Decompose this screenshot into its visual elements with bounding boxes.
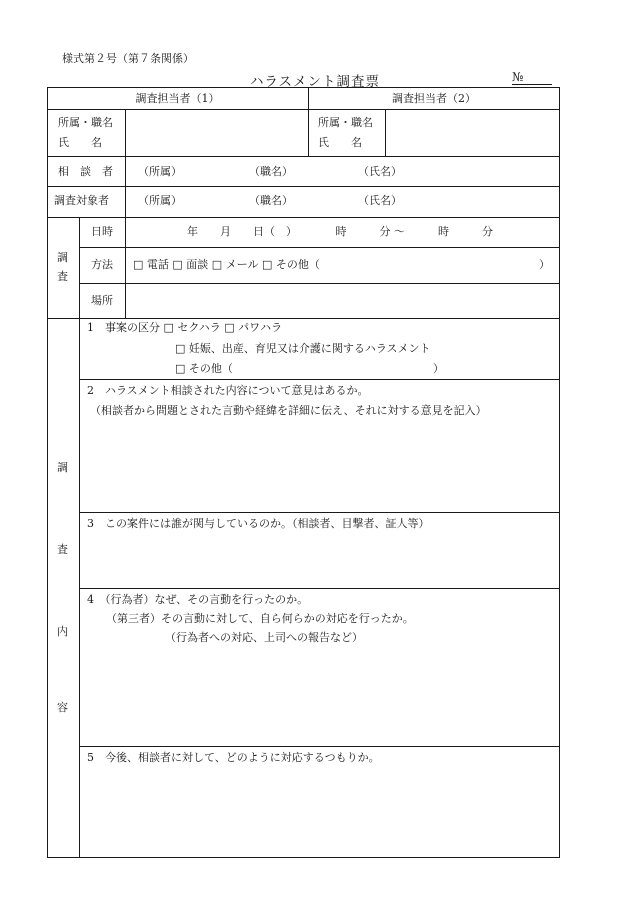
q2-answer-area[interactable] bbox=[81, 422, 558, 510]
q5-answer-area[interactable] bbox=[81, 769, 558, 855]
investigator-1-header: 調査担当者（1） bbox=[135, 92, 220, 105]
form-number: 様式第２号（第７条関係） bbox=[62, 52, 194, 65]
content-vertical-label-3: 内 bbox=[57, 625, 68, 638]
q3-question: 3 この案件には誰が関与しているのか。（相談者、目撃者、証人等） bbox=[87, 517, 430, 530]
consultant-name[interactable]: （氏名） bbox=[358, 165, 402, 178]
place-label: 場所 bbox=[91, 294, 113, 307]
investigator-2-name-label: 氏 名 bbox=[318, 136, 362, 149]
q3-answer-area[interactable] bbox=[81, 535, 558, 585]
datetime-value[interactable]: 年 月 日（ ） 時 分 〜 時 分 bbox=[187, 225, 493, 238]
survey-vertical-label-2: 査 bbox=[57, 270, 68, 283]
q1-other-option[interactable]: □ その他（ bbox=[175, 362, 233, 375]
q4-third-party-question: （第三者）その言動に対して、自ら何らかの対応を行ったか。 bbox=[106, 612, 414, 625]
subject-affiliation[interactable]: （所属） bbox=[138, 194, 182, 207]
investigator-1-name-label: 氏 名 bbox=[58, 136, 102, 149]
datetime-label: 日時 bbox=[91, 225, 113, 238]
subject-label: 調査対象者 bbox=[54, 194, 109, 207]
method-close-paren: ） bbox=[539, 258, 550, 271]
q4-answer-area[interactable] bbox=[81, 650, 558, 744]
consultant-position[interactable]: （職名） bbox=[249, 165, 293, 178]
consultant-affiliation[interactable]: （所属） bbox=[138, 165, 182, 178]
q1-close-paren: ） bbox=[433, 362, 444, 375]
q2-instruction: （相談者から問題とされた言動や経緯を詳細に伝え、それに対する意見を記入） bbox=[90, 404, 487, 417]
page-title: ハラスメント調査票 bbox=[249, 74, 381, 90]
investigator-2-header: 調査担当者（2） bbox=[392, 92, 476, 105]
investigator-2-input[interactable] bbox=[387, 111, 558, 155]
q4-question: 4 （行為者）なぜ、その言動を行ったのか。 bbox=[87, 593, 309, 606]
method-options[interactable]: □ 電話 □ 面談 □ メール □ その他（ bbox=[133, 258, 320, 271]
content-vertical-label-1: 調 bbox=[57, 461, 68, 474]
method-label: 方法 bbox=[91, 258, 113, 271]
survey-vertical-label-1: 調 bbox=[57, 251, 68, 264]
investigator-2-affiliation-label: 所属・職名 bbox=[318, 116, 373, 129]
investigator-1-affiliation-label: 所属・職名 bbox=[58, 116, 113, 129]
q1-case-category[interactable]: 1 事案の区分 □ セクハラ □ パワハラ bbox=[87, 321, 283, 334]
number-field[interactable]: № bbox=[512, 70, 552, 85]
content-vertical-label-4: 容 bbox=[57, 701, 68, 714]
subject-position[interactable]: （職名） bbox=[249, 194, 293, 207]
content-vertical-label-2: 査 bbox=[57, 543, 68, 556]
q4-hint: （行為者への対応、上司への報告など） bbox=[165, 631, 363, 644]
q5-question: 5 今後、相談者に対して、どのように対応するつもりか。 bbox=[87, 751, 380, 764]
investigator-1-input[interactable] bbox=[127, 111, 306, 155]
subject-name[interactable]: （氏名） bbox=[358, 194, 402, 207]
q2-question: 2 ハラスメント相談された内容について意見はあるか。 bbox=[87, 384, 369, 397]
place-input[interactable] bbox=[127, 285, 558, 317]
q1-maternity-option[interactable]: □ 妊娠、出産、育児又は介護に関するハラスメント bbox=[175, 342, 431, 355]
consultant-label: 相 談 者 bbox=[58, 165, 113, 178]
